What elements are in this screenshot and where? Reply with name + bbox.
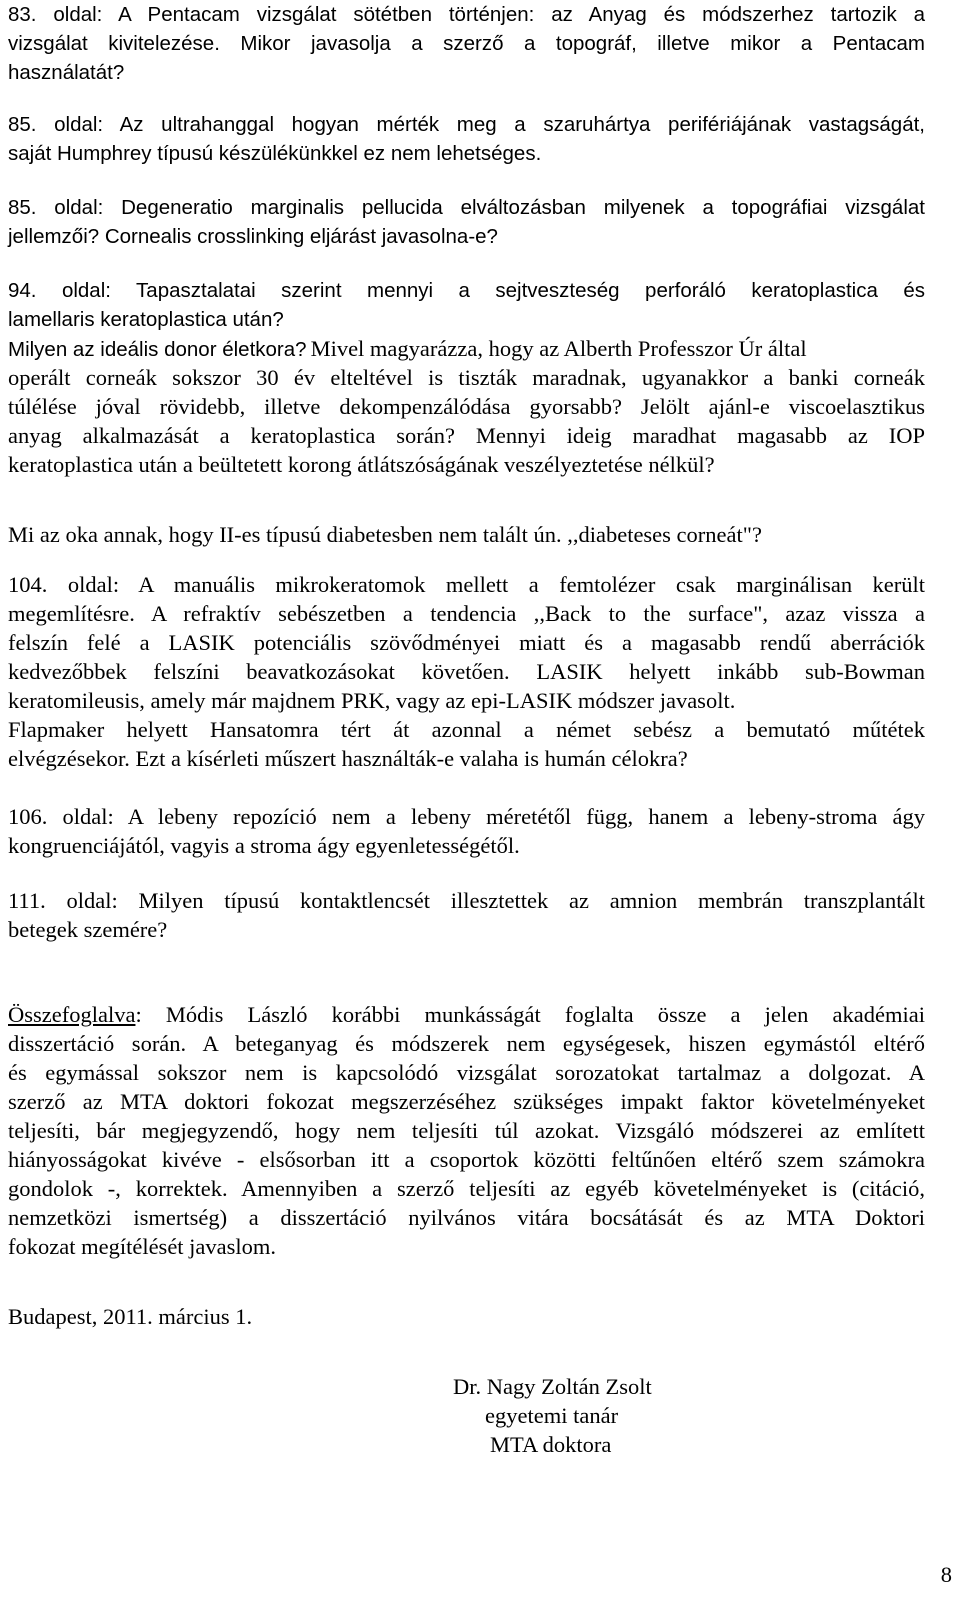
text-line: betegek szemére? bbox=[8, 917, 168, 942]
text-line: 83. oldal: A Pentacam vizsgálat sötétben történjen: az Anyag és módszerhez tartozik a bbox=[8, 3, 925, 26]
text-span: anyag alkalmazását a keratoplastica során? bbox=[8, 423, 455, 448]
text-line bbox=[8, 657, 925, 686]
page-number: 8 bbox=[940, 1562, 952, 1587]
text-span: Mivel magyarázza, hogy az Alberth Professzor Úr által bbox=[310, 336, 807, 361]
text-line: és egymással sokszor nem is kapcsolódó vizsgálat sorozatokat tartalmaz a dolgozat. A bbox=[8, 1060, 925, 1085]
place-date: Budapest, 2011. március 1. bbox=[8, 1304, 253, 1329]
text-span: kedvezőbbek felszíni beavatkozásokat követően. bbox=[8, 659, 510, 684]
text-line: 85. oldal: Az ultrahanggal hogyan mérték meg a szaruhártya perifériájának vastagságát, bbox=[8, 113, 925, 136]
signature-degree: MTA doktora bbox=[490, 1432, 612, 1457]
text-span: túlélése jóval rövidebb, illetve dekompenzálódása gyorsabb? bbox=[8, 394, 622, 419]
text-line bbox=[8, 599, 925, 628]
text-line: 85. oldal: Degeneratio marginalis pellucida elváltozásban milyenek a topográfiai vizsgálat bbox=[8, 196, 925, 219]
text-span: megemlítésre. bbox=[8, 601, 135, 626]
text-line bbox=[8, 334, 925, 364]
text-line: gondolok -, korrektek. Amennyiben a szerző teljesíti az egyéb követelményeket is (citáció, bbox=[8, 1176, 925, 1201]
text-line: nemzetközi ismertség) a disszertáció nyilvános vitára bocsátását és az MTA Doktori bbox=[8, 1205, 925, 1230]
signature-title: egyetemi tanár bbox=[485, 1403, 619, 1428]
text-line: disszertáció során. A beteganyag és módszerek nem egységesek, hiszen egymástól eltérő bbox=[8, 1031, 925, 1056]
text-line: kongruenciájától, vagyis a stroma ágy egyenletességétől. bbox=[8, 833, 520, 858]
text-line: Flapmaker helyett Hansatomra tért át azonnal a német sebész a bemutató műtétek bbox=[8, 717, 925, 742]
text-line: saját Humphrey típusú készülékünkkel ez nem lehetséges. bbox=[8, 142, 542, 165]
text-span: Jelölt ajánl-e viscoelasztikus bbox=[640, 394, 925, 419]
text-line: jellemzői? Cornealis crosslinking eljárást javasolna-e? bbox=[8, 225, 498, 248]
text-span: : Módis László korábbi munkásságát foglalta össze a jelen akadémiai bbox=[135, 1002, 925, 1027]
text-line: keratoplastica után a beültetett korong átlátszóságának veszélyeztetése nélkül? bbox=[8, 452, 715, 477]
text-line: keratomileusis, amely már majdnem PRK, vagy az epi-LASIK módszer javasolt. bbox=[8, 688, 736, 713]
text-line bbox=[8, 392, 925, 421]
text-line: 104. oldal: A manuális mikrokeratomok mellett a femtolézer csak marginálisan került bbox=[8, 572, 925, 597]
text-line: Mi az oka annak, hogy II-es típusú diabetesben nem talált ún. ,,diabeteses corneát"? bbox=[8, 522, 762, 547]
text-line: felszín felé a LASIK potenciális szövődményei miatt és a magasabb rendű aberrációk bbox=[8, 630, 925, 655]
text-line: használatát? bbox=[8, 61, 125, 84]
text-line: lamellaris keratoplastica után? bbox=[8, 308, 284, 331]
text-span: LASIK helyett inkább sub-Bowman bbox=[536, 659, 925, 684]
text-span: Ezt a kísérleti műszert használták-e valaha is humán célokra? bbox=[135, 746, 688, 771]
text-line: 106. oldal: A lebeny repozíció nem a lebeny méretétől függ, hanem a lebeny-stroma ágy bbox=[8, 804, 925, 829]
signature-name: Dr. Nagy Zoltán Zsolt bbox=[453, 1374, 652, 1399]
text-line bbox=[8, 421, 925, 450]
text-line bbox=[8, 1000, 925, 1029]
text-line: hiányosságokat kivéve - elsősorban itt a csoportok közötti feltűnően eltérő szem számokra bbox=[8, 1147, 925, 1172]
summary-label: Összefoglalva bbox=[8, 1002, 136, 1027]
text-span: Milyen az ideális donor életkora? bbox=[8, 338, 307, 361]
text-line: fokozat megítélését javaslom. bbox=[8, 1234, 277, 1259]
text-line: teljesíti, bár megjegyzendő, hogy nem teljesíti túl azokat. Vizsgáló módszerei az említett bbox=[8, 1118, 925, 1143]
text-span: elvégzésekor. bbox=[8, 746, 130, 771]
text-span: A refraktív sebészetben a tendencia ,,Back to the surface", azaz vissza a bbox=[150, 601, 925, 626]
text-line: operált corneák sokszor 30 év elteltével is tiszták maradnak, ugyanakkor a banki corneák bbox=[8, 365, 925, 390]
text-span: Mennyi ideig maradhat magasabb az IOP bbox=[475, 423, 925, 448]
text-line: 94. oldal: Tapasztalatai szerint mennyi a sejtveszteség perforáló keratoplastica és bbox=[8, 279, 925, 302]
text-line: vizsgálat kivitelezése. Mikor javasolja a szerző a topográf, illetve mikor a Pentacam bbox=[8, 32, 925, 55]
text-line: szerző az MTA doktori fokozat megszerzéséhez szükséges impakt faktor követelményeket bbox=[8, 1089, 925, 1114]
text-line: 111. oldal: Milyen típusú kontaktlencsét illesztettek az amnion membrán transzplantált bbox=[8, 888, 925, 913]
text-line bbox=[8, 744, 925, 773]
